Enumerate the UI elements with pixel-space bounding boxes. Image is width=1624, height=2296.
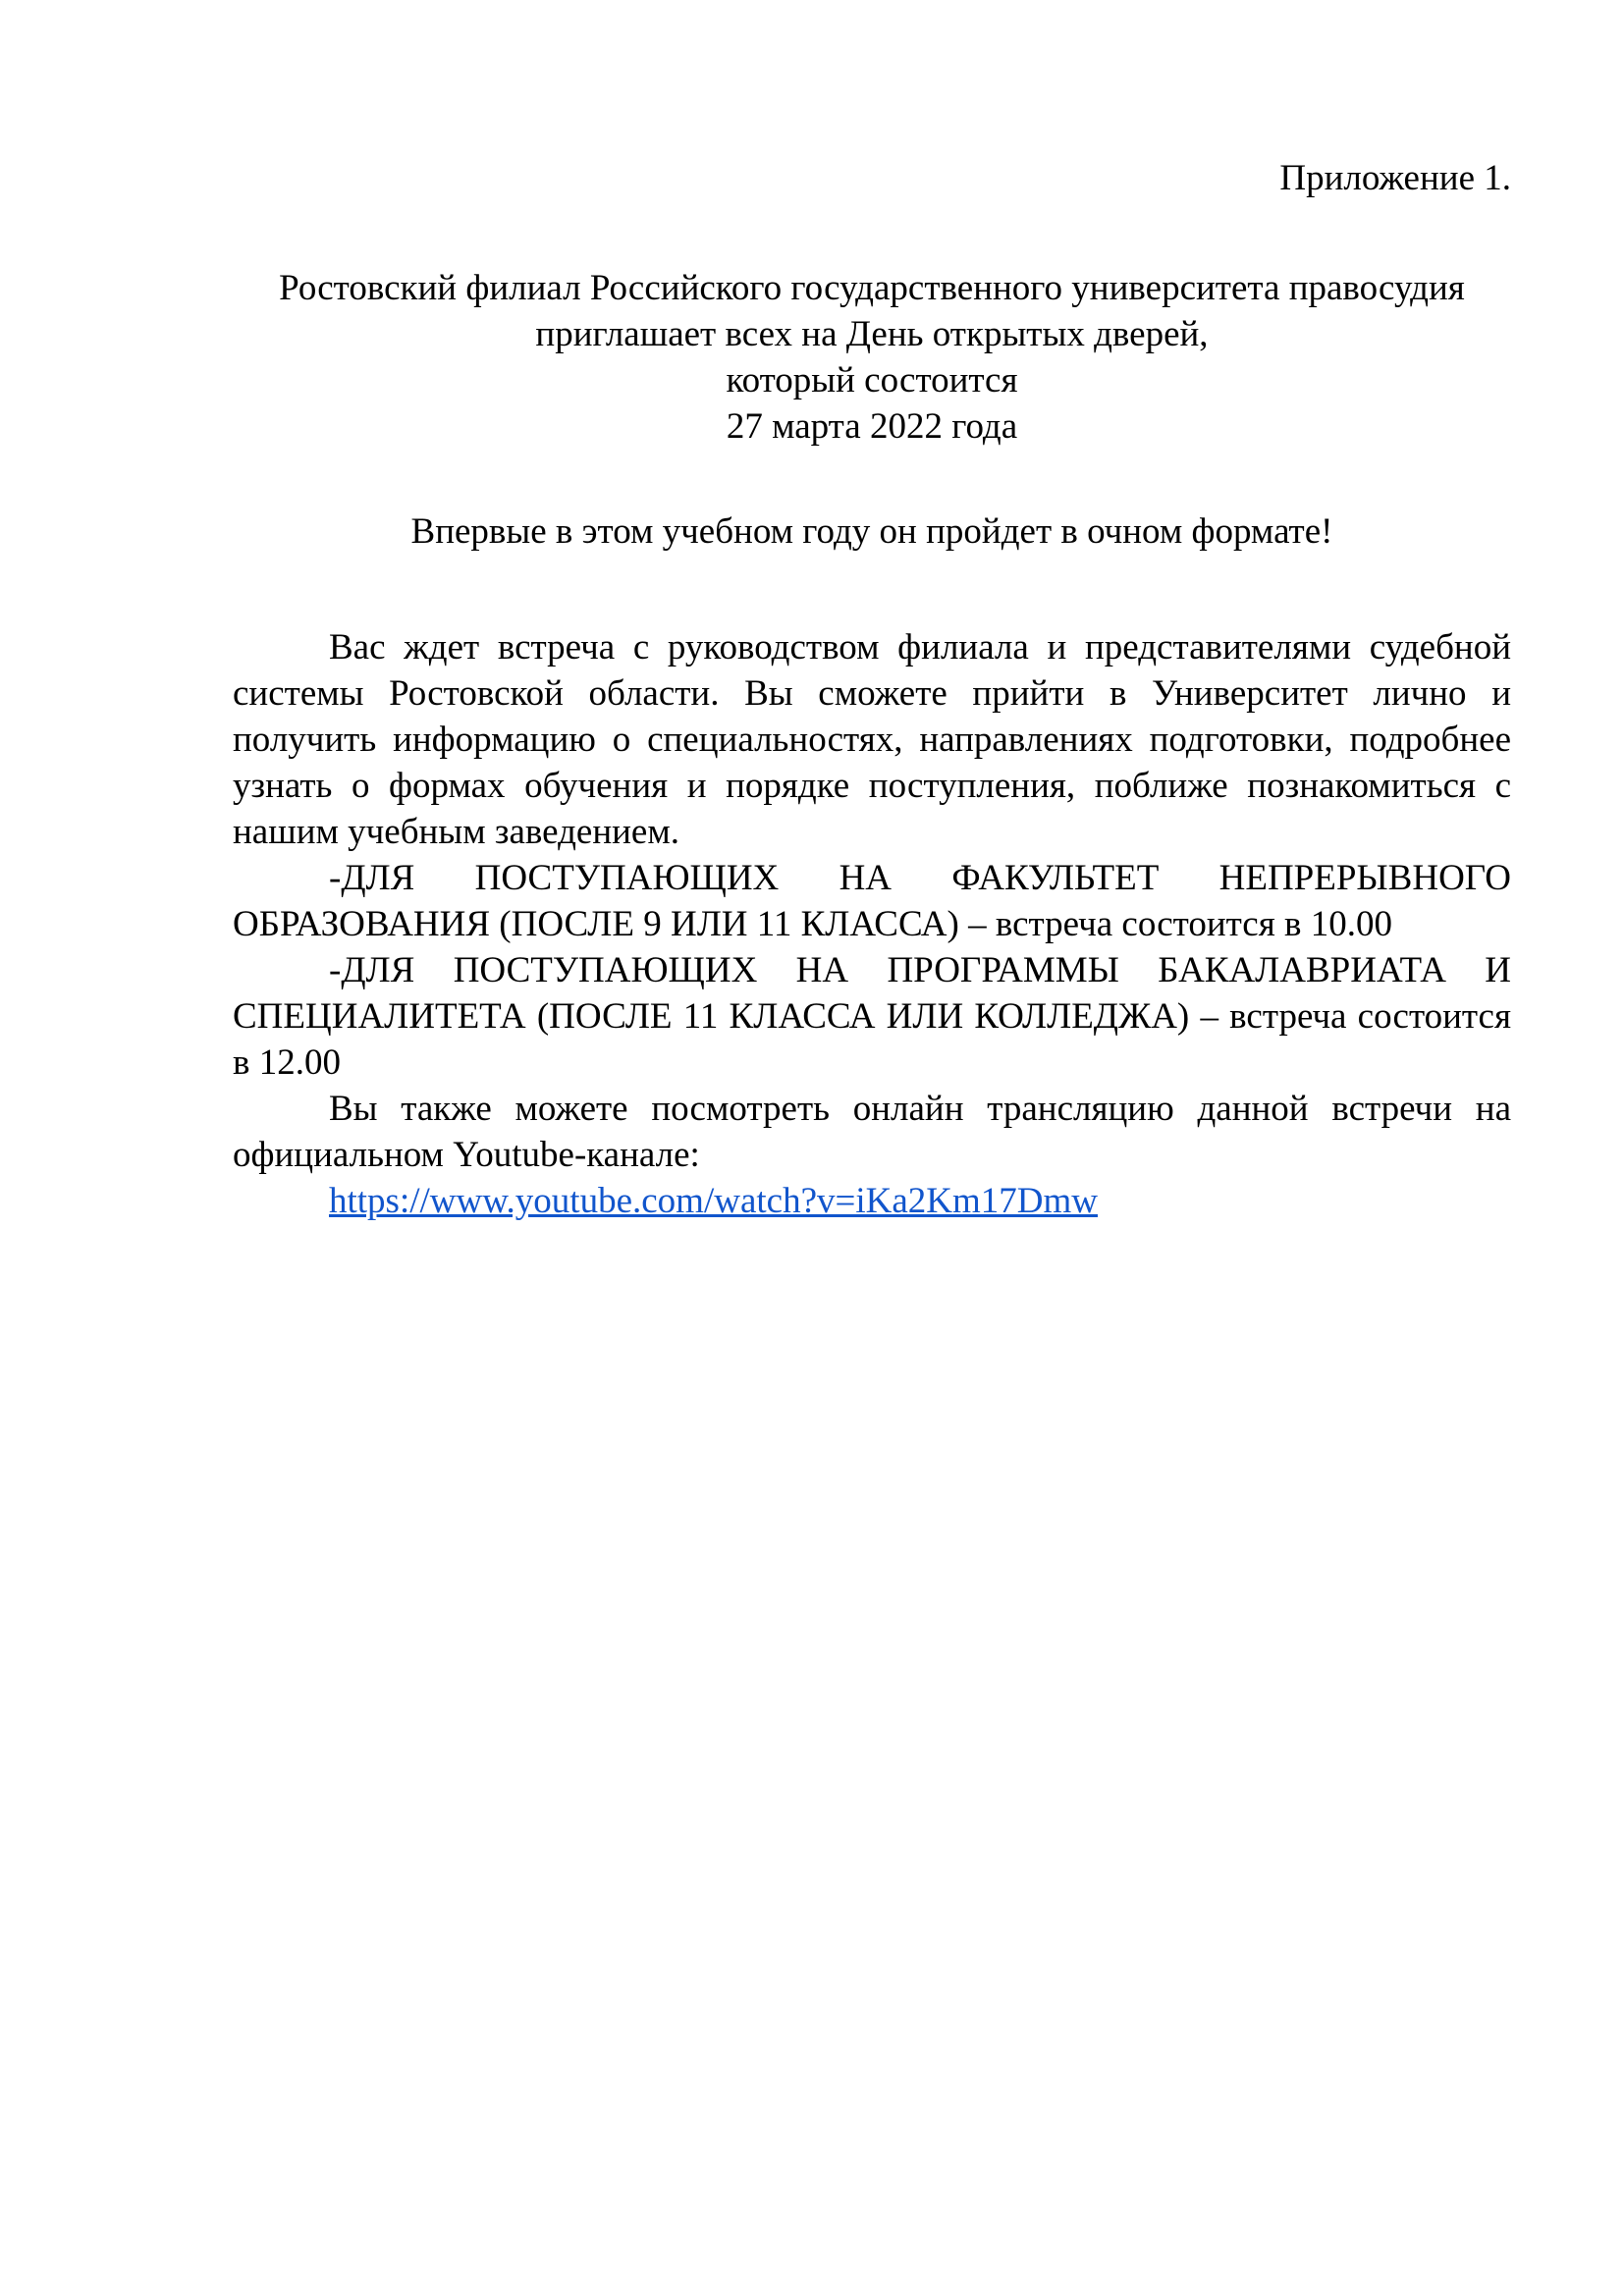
paragraph-continuing-education: -ДЛЯ ПОСТУПАЮЩИХ НА ФАКУЛЬТЕТ НЕПРЕРЫВНОГО ОБРАЗОВАНИЯ (ПОСЛЕ 9 ИЛИ 11 КЛАССА) – встреча состоится в 10.00 xyxy=(233,858,1511,944)
paragraph-bachelor-specialist: -ДЛЯ ПОСТУПАЮЩИХ НА ПРОГРАММЫ БАКАЛАВРИАТА И СПЕЦИАЛИТЕТА (ПОСЛЕ 11 КЛАССА ИЛИ КОЛЛЕДЖА) – встреча состоится в 12.00 xyxy=(233,950,1511,1083)
first-time-notice: Впервые в этом учебном году он пройдет в очном формате! xyxy=(410,511,1333,552)
heading-line-invitation: приглашает всех на День открытых дверей, xyxy=(535,314,1209,354)
youtube-link-line xyxy=(233,1178,1511,1224)
paragraph-intro: Вас ждет встреча с руководством филиала и представителями судебной системы Ростовской области. Вы сможете прийти в Университет лично и получить информацию о специальностях, направлениях подготовки, подробнее узнать о формах обучения и порядке поступления, поближе познакомиться с нашим учебным заведением. xyxy=(233,627,1511,852)
appendix-label: Приложение 1. xyxy=(1279,158,1511,198)
heading-line-university: Ростовский филиал Российского государственного университета правосудия xyxy=(279,268,1465,308)
heading-line-date: 27 марта 2022 года xyxy=(726,406,1018,447)
heading-line-will-take-place: который состоится xyxy=(726,360,1018,400)
youtube-link[interactable]: https://www.youtube.com/watch?v=iKa2Km17Dmw xyxy=(329,1181,1099,1221)
paragraph-online-broadcast: Вы также можете посмотреть онлайн трансляцию данной встречи на официальном Youtube-канале: xyxy=(233,1089,1511,1175)
invitation-heading xyxy=(233,265,1511,450)
body-text xyxy=(233,624,1511,1224)
